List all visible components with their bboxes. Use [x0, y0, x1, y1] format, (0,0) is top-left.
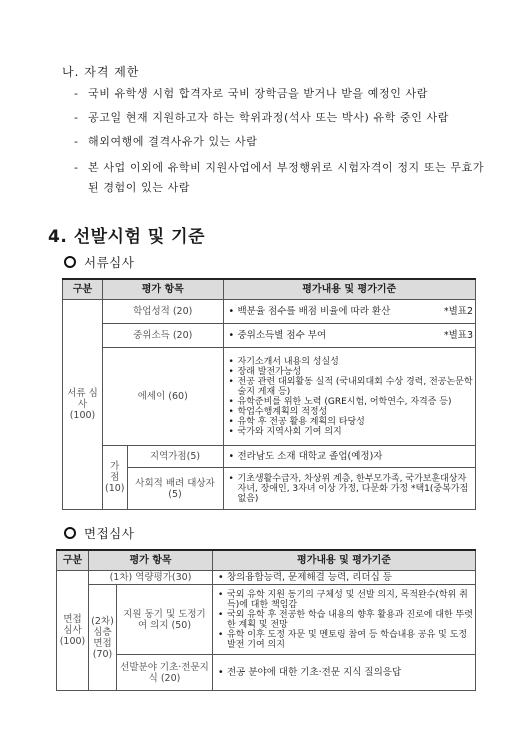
interview-title: 면접심사: [84, 526, 135, 541]
knowledge-text: • 전공 분야에 대한 기초·전문 지식 질의응답: [218, 667, 401, 678]
social-item: 사회적 배려 대상자(5): [127, 468, 223, 510]
list-item: - 국비 유학생 시험 합격자로 국비 장학금을 받거나 받을 예정인 사람: [74, 86, 494, 101]
list-item: • 국외 유학 지원 동기의 구체성 및 선발 의지, 목적완수(학위 취득)에 대한 책임감: [218, 590, 473, 610]
grades-note: *별표2: [443, 306, 473, 317]
qualification-list: [74, 86, 494, 207]
section-heading: 4. 선발시험 및 기준: [48, 227, 205, 247]
doc-review-subtitle: [64, 253, 134, 271]
knowledge-criteria: [213, 655, 476, 691]
list-item: - 본 사업 이외에 유학비 지원사업에서 부정행위로 시험자격이 정지 또는 무효가 된 경험이 있는 사람: [74, 158, 494, 198]
essay-item: 에세이 (60): [103, 348, 224, 446]
doc-review-title: 서류심사: [84, 255, 135, 270]
bonus-label: 가 점 (10): [103, 446, 128, 510]
income-text: • 중위소득별 점수 부여: [229, 330, 327, 341]
social-criteria: [223, 468, 476, 510]
grades-text: • 백분율 점수를 배점 비율에 따라 환산: [229, 306, 391, 317]
header-cat: 구분: [57, 550, 89, 571]
regional-criteria: [223, 446, 476, 468]
circle-icon: [64, 527, 76, 539]
interview-category: 면접 심사 (100): [57, 571, 89, 691]
social-text: • 기초생활수급자, 차상위 계층, 한부모가족, 국가보훈대상자 자녀, 장애인, 3자녀 이상 가정, 다문화 가정 *택1(중복가점 없음): [229, 474, 474, 504]
header-item: 평가 항목: [103, 279, 224, 300]
grades-criteria: [223, 300, 476, 324]
income-criteria: [223, 324, 476, 348]
header-item: 평가 항목: [89, 550, 213, 571]
list-item: • 장래 발전가능성: [229, 367, 474, 377]
list-item: • 자기소개서 내용의 성실성: [229, 357, 474, 367]
knowledge-item: 선발분야 기초·전문지식 (20): [117, 655, 213, 691]
list-item: - 공고일 현재 지원하고자 하는 학위과정(석사 또는 박사) 유학 중인 사람: [74, 110, 494, 125]
first-criteria: [213, 571, 476, 585]
list-item: • 국외 유학 후 전공한 학습 내용의 향후 활용과 진로에 대한 뚜렷한 계획 및 전망: [218, 610, 473, 630]
list-item: • 국가와 지역사회 기여 의지: [229, 427, 474, 437]
list-item: • 유학 후 전공 활용 계획의 타당성: [229, 417, 474, 427]
income-item: 중위소득 (20): [103, 324, 224, 348]
motivation-criteria: [213, 585, 476, 655]
list-item: • 전공 관련 대외활동 실적 (국내외대회 수상 경력, 전공논문학술지 게재 등): [229, 377, 474, 397]
regional-text: • 전라남도 소재 대학교 졸업(예정)자: [229, 451, 383, 462]
income-note: *별표3: [443, 330, 473, 341]
header-cat: 구분: [63, 279, 103, 300]
grades-item: 학업성적 (20): [103, 300, 224, 324]
doc-review-table: [62, 278, 476, 510]
header-criteria: 평가내용 및 평가기준: [223, 279, 476, 300]
first-text: • 창의융합능력, 문제해결 능력, 리더십 등: [218, 572, 392, 583]
interview-table: [56, 549, 476, 691]
circle-icon: [64, 256, 76, 268]
regional-item: 지역가점(5): [127, 446, 223, 468]
list-item: - 해외여행에 결격사유가 있는 사람: [74, 134, 494, 149]
doc-review-category: 서류 심사 (100): [63, 300, 103, 510]
first-item: (1차) 역량평가(30): [89, 571, 213, 585]
essay-criteria: [223, 348, 476, 446]
list-item: • 학업수행계획의 적정성: [229, 407, 474, 417]
qualification-title: 나. 자격 제한: [62, 65, 140, 79]
list-item: • 유학 이후 도정 자문 및 멘토링 참여 등 학습내용 공유 및 도정 발전 기여 의지: [218, 630, 473, 650]
second-label: (2차) 심층 면접 (70): [89, 585, 117, 691]
interview-subtitle: [64, 524, 134, 542]
header-criteria: 평가내용 및 평가기준: [213, 550, 476, 571]
motivation-item: 지원 동기 및 도정기여 의지 (50): [117, 585, 213, 655]
list-item: • 유학준비를 위한 노력 (GRE시험, 어학연수, 자격증 등): [229, 397, 474, 407]
